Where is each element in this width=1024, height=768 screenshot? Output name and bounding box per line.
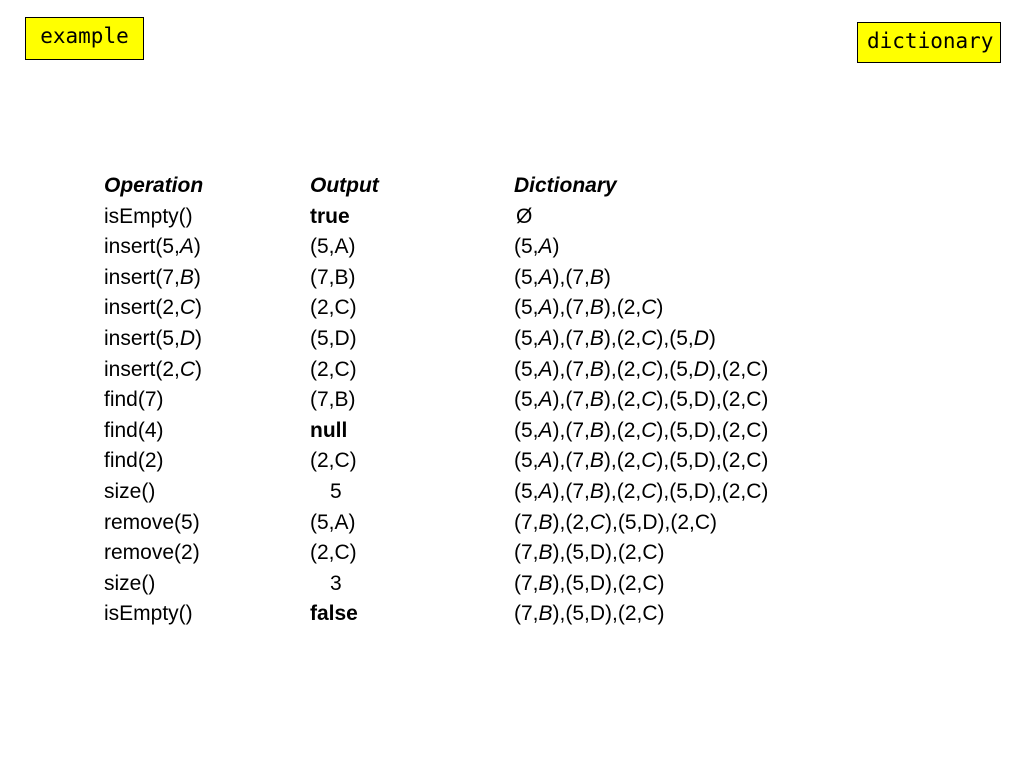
dictionary-segment: B	[589, 357, 604, 381]
output-cell: (2,C)	[310, 296, 357, 320]
dictionary-segment: (5,	[514, 479, 539, 503]
dictionary-segment: ),(2,	[603, 388, 642, 412]
dictionary-cell	[514, 324, 716, 355]
dictionary-cell	[514, 293, 663, 324]
operation-segment: isEmpty()	[104, 602, 193, 626]
output-cell: null	[310, 418, 348, 442]
dictionary-segment: )	[708, 326, 716, 350]
operation-segment: )	[193, 235, 201, 259]
dictionary-segment: ),(5,D),(2,C)	[605, 510, 718, 534]
operation-segment: C	[179, 357, 196, 381]
operation-cell	[104, 355, 202, 386]
dictionary-segment: B	[538, 602, 553, 626]
operation-cell	[104, 508, 200, 539]
dictionary-segment: ),(5,D),(2,C)	[552, 571, 665, 595]
operation-segment: isEmpty()	[104, 204, 193, 228]
dictionary-segment: A	[538, 418, 553, 442]
dictionary-segment: B	[589, 296, 604, 320]
output-cell: (2,C)	[310, 449, 357, 473]
operation-cell	[104, 446, 164, 477]
dictionary-segment: B	[538, 541, 553, 565]
operation-segment: )	[195, 357, 203, 381]
dictionary-segment: )	[552, 235, 560, 259]
output-cell: true	[310, 204, 350, 228]
dictionary-segment: (5,	[514, 388, 539, 412]
dictionary-segment: D	[693, 357, 709, 381]
dictionary-segment: ),(5,	[656, 326, 694, 350]
operation-segment: B	[179, 265, 194, 289]
operation-segment: )	[195, 326, 203, 350]
dictionary-segment: ),(5,D),(2,C)	[656, 418, 769, 442]
dictionary-cell	[514, 416, 768, 447]
dictionary-segment: C	[641, 479, 657, 503]
dictionary-segment: ),(2,	[603, 296, 642, 320]
operation-cell	[104, 232, 201, 263]
dictionary-segment: A	[538, 265, 553, 289]
operation-segment: insert(2,	[104, 357, 180, 381]
dictionary-segment: ),(7,	[552, 388, 590, 412]
dictionary-segment: B	[589, 388, 604, 412]
dictionary-segment: ),(7,	[552, 418, 590, 442]
output-cell: (5,A)	[310, 235, 356, 259]
dictionary-segment: ),(2,C)	[708, 357, 769, 381]
dictionary-cell	[514, 569, 665, 600]
output-cell: (7,B)	[310, 265, 356, 289]
operation-segment: size()	[104, 479, 156, 503]
dictionary-segment: ),(5,D),(2,C)	[656, 479, 769, 503]
dictionary-segment: A	[538, 326, 553, 350]
header-output: Output	[310, 174, 379, 197]
dictionary-segment: C	[641, 326, 657, 350]
operation-segment: insert(2,	[104, 296, 180, 320]
dictionary-segment: A	[538, 357, 553, 381]
dictionary-segment: ),(2,	[603, 357, 642, 381]
dictionary-segment: B	[589, 326, 604, 350]
operation-segment: find(2)	[104, 449, 164, 473]
dictionary-segment: ),(7,	[552, 265, 590, 289]
operation-segment: size()	[104, 571, 156, 595]
dictionary-segment: (5,	[514, 235, 539, 259]
dictionary-segment: B	[538, 571, 553, 595]
dictionary-segment: (7,	[514, 602, 539, 626]
dictionary-segment: B	[589, 479, 604, 503]
dictionary-segment: B	[589, 449, 604, 473]
dictionary-label: dictionary	[857, 22, 1001, 63]
dictionary-cell	[514, 477, 768, 508]
dictionary-segment: B	[589, 265, 604, 289]
dictionary-segment: ),(2,	[603, 449, 642, 473]
operation-segment: insert(5,	[104, 235, 180, 259]
dictionary-segment: A	[538, 388, 553, 412]
output-cell: (2,C)	[310, 541, 357, 565]
operation-cell	[104, 477, 155, 508]
dictionary-segment: (7,	[514, 571, 539, 595]
output-cell: (5,D)	[310, 326, 357, 350]
output-cell: 5	[330, 479, 342, 503]
dictionary-segment: ),(5,D),(2,C)	[656, 449, 769, 473]
dictionary-segment: (7,	[514, 541, 539, 565]
operation-segment: find(4)	[104, 418, 164, 442]
operation-segment: )	[193, 265, 201, 289]
example-label: example	[25, 17, 144, 60]
dictionary-segment: ),(7,	[552, 449, 590, 473]
dictionary-segment: ),(5,D),(2,C)	[552, 541, 665, 565]
dictionary-segment: B	[589, 418, 604, 442]
dictionary-segment: ),(2,	[552, 510, 590, 534]
dictionary-segment: C	[589, 510, 606, 534]
operation-cell	[104, 293, 202, 324]
output-cell: (5,A)	[310, 510, 356, 534]
dictionary-cell	[514, 599, 665, 630]
dictionary-segment: A	[538, 479, 553, 503]
dictionary-segment: ),(2,	[603, 326, 642, 350]
dictionary-segment: ),(7,	[552, 479, 590, 503]
dictionary-segment: ),(7,	[552, 357, 590, 381]
dictionary-cell	[514, 508, 717, 539]
dictionary-segment: ),(5,D),(2,C)	[552, 602, 665, 626]
operation-segment: remove(5)	[104, 510, 200, 534]
header-dictionary: Dictionary	[514, 174, 617, 197]
dictionary-segment: D	[693, 326, 709, 350]
dictionary-cell	[514, 385, 768, 416]
dictionary-segment: Ø	[516, 204, 533, 228]
dictionary-segment: C	[641, 449, 657, 473]
dictionary-segment: (7,	[514, 510, 539, 534]
output-cell: (7,B)	[310, 388, 356, 412]
dictionary-segment: )	[603, 265, 611, 289]
dictionary-segment: C	[641, 388, 657, 412]
dictionary-segment: B	[538, 510, 553, 534]
dictionary-segment: ),(5,	[656, 357, 694, 381]
dictionary-segment: C	[641, 357, 657, 381]
dictionary-segment: (5,	[514, 449, 539, 473]
operation-segment: remove(2)	[104, 541, 200, 565]
header-operation: Operation	[104, 174, 204, 197]
dictionary-segment: C	[641, 296, 657, 320]
dictionary-segment: A	[538, 235, 553, 259]
dictionary-segment: ),(7,	[552, 296, 590, 320]
dictionary-segment: (5,	[514, 326, 539, 350]
dictionary-segment: A	[538, 296, 553, 320]
operation-cell	[104, 416, 164, 447]
dictionary-segment: (5,	[514, 296, 539, 320]
operation-cell	[104, 569, 155, 600]
operation-segment: find(7)	[104, 388, 164, 412]
dictionary-segment: (5,	[514, 357, 539, 381]
dictionary-cell	[514, 202, 532, 233]
operation-segment: )	[195, 296, 203, 320]
dictionary-cell	[514, 355, 768, 386]
operation-cell	[104, 324, 202, 355]
dictionary-segment: (5,	[514, 265, 539, 289]
dictionary-segment: (5,	[514, 418, 539, 442]
operation-cell	[104, 385, 164, 416]
operation-segment: C	[179, 296, 196, 320]
operation-segment: insert(5,	[104, 326, 180, 350]
dictionary-segment: ),(7,	[552, 326, 590, 350]
dictionary-segment: A	[538, 449, 553, 473]
operation-segment: insert(7,	[104, 265, 180, 289]
operation-cell	[104, 202, 193, 233]
dictionary-segment: ),(2,	[603, 479, 642, 503]
dictionary-segment: C	[641, 418, 657, 442]
dictionary-cell	[514, 263, 611, 294]
output-cell: false	[310, 602, 358, 626]
output-cell: (2,C)	[310, 357, 357, 381]
dictionary-segment: )	[656, 296, 664, 320]
output-cell: 3	[330, 571, 342, 595]
operation-cell	[104, 263, 201, 294]
operation-segment: D	[179, 326, 196, 350]
operation-segment: A	[179, 235, 194, 259]
dictionary-cell	[514, 446, 768, 477]
operation-cell	[104, 599, 193, 630]
dictionary-cell	[514, 538, 665, 569]
dictionary-cell	[514, 232, 560, 263]
dictionary-segment: ),(5,D),(2,C)	[656, 388, 769, 412]
dictionary-segment: ),(2,	[603, 418, 642, 442]
operation-cell	[104, 538, 200, 569]
